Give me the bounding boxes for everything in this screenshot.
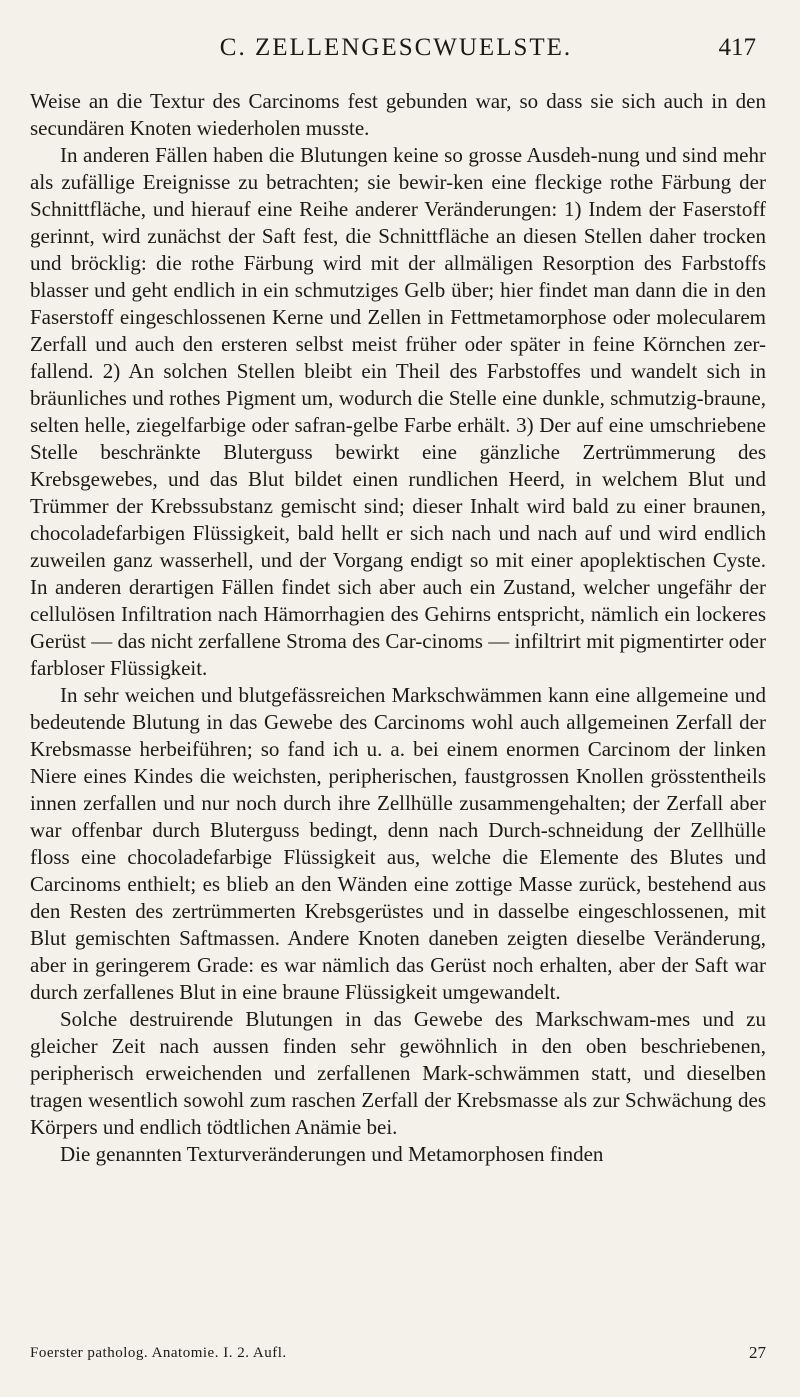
signature-mark: 27 xyxy=(749,1343,766,1362)
paragraph-5: Die genannten Texturveränderungen und Metamorphosen finden xyxy=(60,1142,604,1166)
running-title: C. ZELLENGESCWUELSTE. xyxy=(219,34,573,61)
body-text xyxy=(30,88,766,1168)
footer xyxy=(30,1340,766,1366)
paragraph-3: In sehr weichen und blutgefässreichen Markschwämmen kann eine allgemeine und bedeutende Blutung in das Gewebe des Carcinoms wohl auch allgemeinen Zerfall der Krebsmasse herbeiführen; so fand ich u. a. bei einem enormen Carcinom der linken Niere eines Kindes die weichsten, peripherischen, faustgrossen Knollen grösstentheils innen zerfallen und nur noch durch ihre Zellhülle zusammengehalten; der Zerfall aber war offenbar durch Bluterguss bedingt, denn nach Durch-schneidung der Zellhülle floss eine chocoladefarbige Flüssigkeit aus, welche die Elemente des Blutes und Carcinoms enthielt; es blieb an den Wänden eine zottige Masse zurück, bestehend aus den Resten des zertrümmerten Krebsgerüstes und in dasselbe eingeschlossenen, mit Blut gemischten Saftmassen. Andere Knoten daneben zeigten dieselbe Veränderung, aber in geringerem Grade: es war nämlich das Gerüst noch erhalten, aber der Saft war durch zerfallenes Blut in eine braune Flüssigkeit umgewandelt. xyxy=(30,683,766,1004)
paragraph-2: In anderen Fällen haben die Blutungen keine so grosse Ausdeh-nung und sind mehr als zufällige Ereignisse zu betrachten; sie bewir-ken eine fleckige rothe Färbung der Schnittfläche, und hierauf eine Reihe anderer Veränderungen: 1) Indem der Faserstoff gerinnt, wird zunächst der Saft fest, die Schnittfläche an diesen Stellen daher trocken und bröcklig: die rothe Färbung wird mit der allmäligen Resorption des Farbstoffs blasser und geht endlich in ein schmutziges Gelb über; hier findet man dann die in den Faserstoff eingeschlossenen Kerne und Zellen in Fettmetamorphose oder molecularem Zerfall und auch den ersteren selbst meist früher oder später in feine Körnchen zer-fallend. 2) An solchen Stellen bleibt ein Theil des Farbstoffes und wandelt sich in bräunliches und rothes Pigment um, wodurch die Stelle eine dunkle, schmutzig-braune, selten helle, ziegelfarbige oder safran-gelbe Farbe erhält. 3) Der auf eine umschriebene Stelle beschränkte Bluterguss bewirkt eine gänzliche Zertrümmerung des Krebsgewebes, und das Blut bildet einen rundlichen Heerd, in welchem Blut und Trümmer der Krebssubstanz gemischt sind; dieser Inhalt wird bald zu einer braunen, chocoladefarbigen Flüssigkeit, bald hellt er sich nach und nach auf und wird endlich zuweilen ganz wasserhell, und der Vorgang endigt so mit einer apoplektischen Cyste. In anderen derartigen Fällen findet sich aber auch ein Zustand, welcher ungefähr der cellulösen Infiltration nach Hämorrhagien des Gehirns entspricht, nämlich ein lockeres Gerüst — das nicht zerfallene Stroma des Car-cinoms — infiltrirt mit pigmentirter oder farbloser Flüssigkeit. xyxy=(30,143,766,680)
running-head xyxy=(36,28,756,68)
footer-citation: Foerster patholog. Anatomie. I. 2. Aufl. xyxy=(30,1345,287,1361)
paragraph-1: Weise an die Textur des Carcinoms fest gebunden war, so dass sie sich auch in den secundären Knoten wiederholen musste. xyxy=(30,89,766,140)
paragraph-4: Solche destruirende Blutungen in das Gewebe des Markschwam-mes und zu gleicher Zeit nach aussen finden sehr gewöhnlich in den oben beschriebenen, peripherisch erweichenden und zerfallenen Mark-schwämmen statt, und dieselben tragen wesentlich sowohl zum raschen Zerfall der Krebsmasse als zur Schwächung des Körpers und endlich tödtlichen Anämie bei. xyxy=(30,1007,766,1139)
page-number: 417 xyxy=(718,34,756,61)
